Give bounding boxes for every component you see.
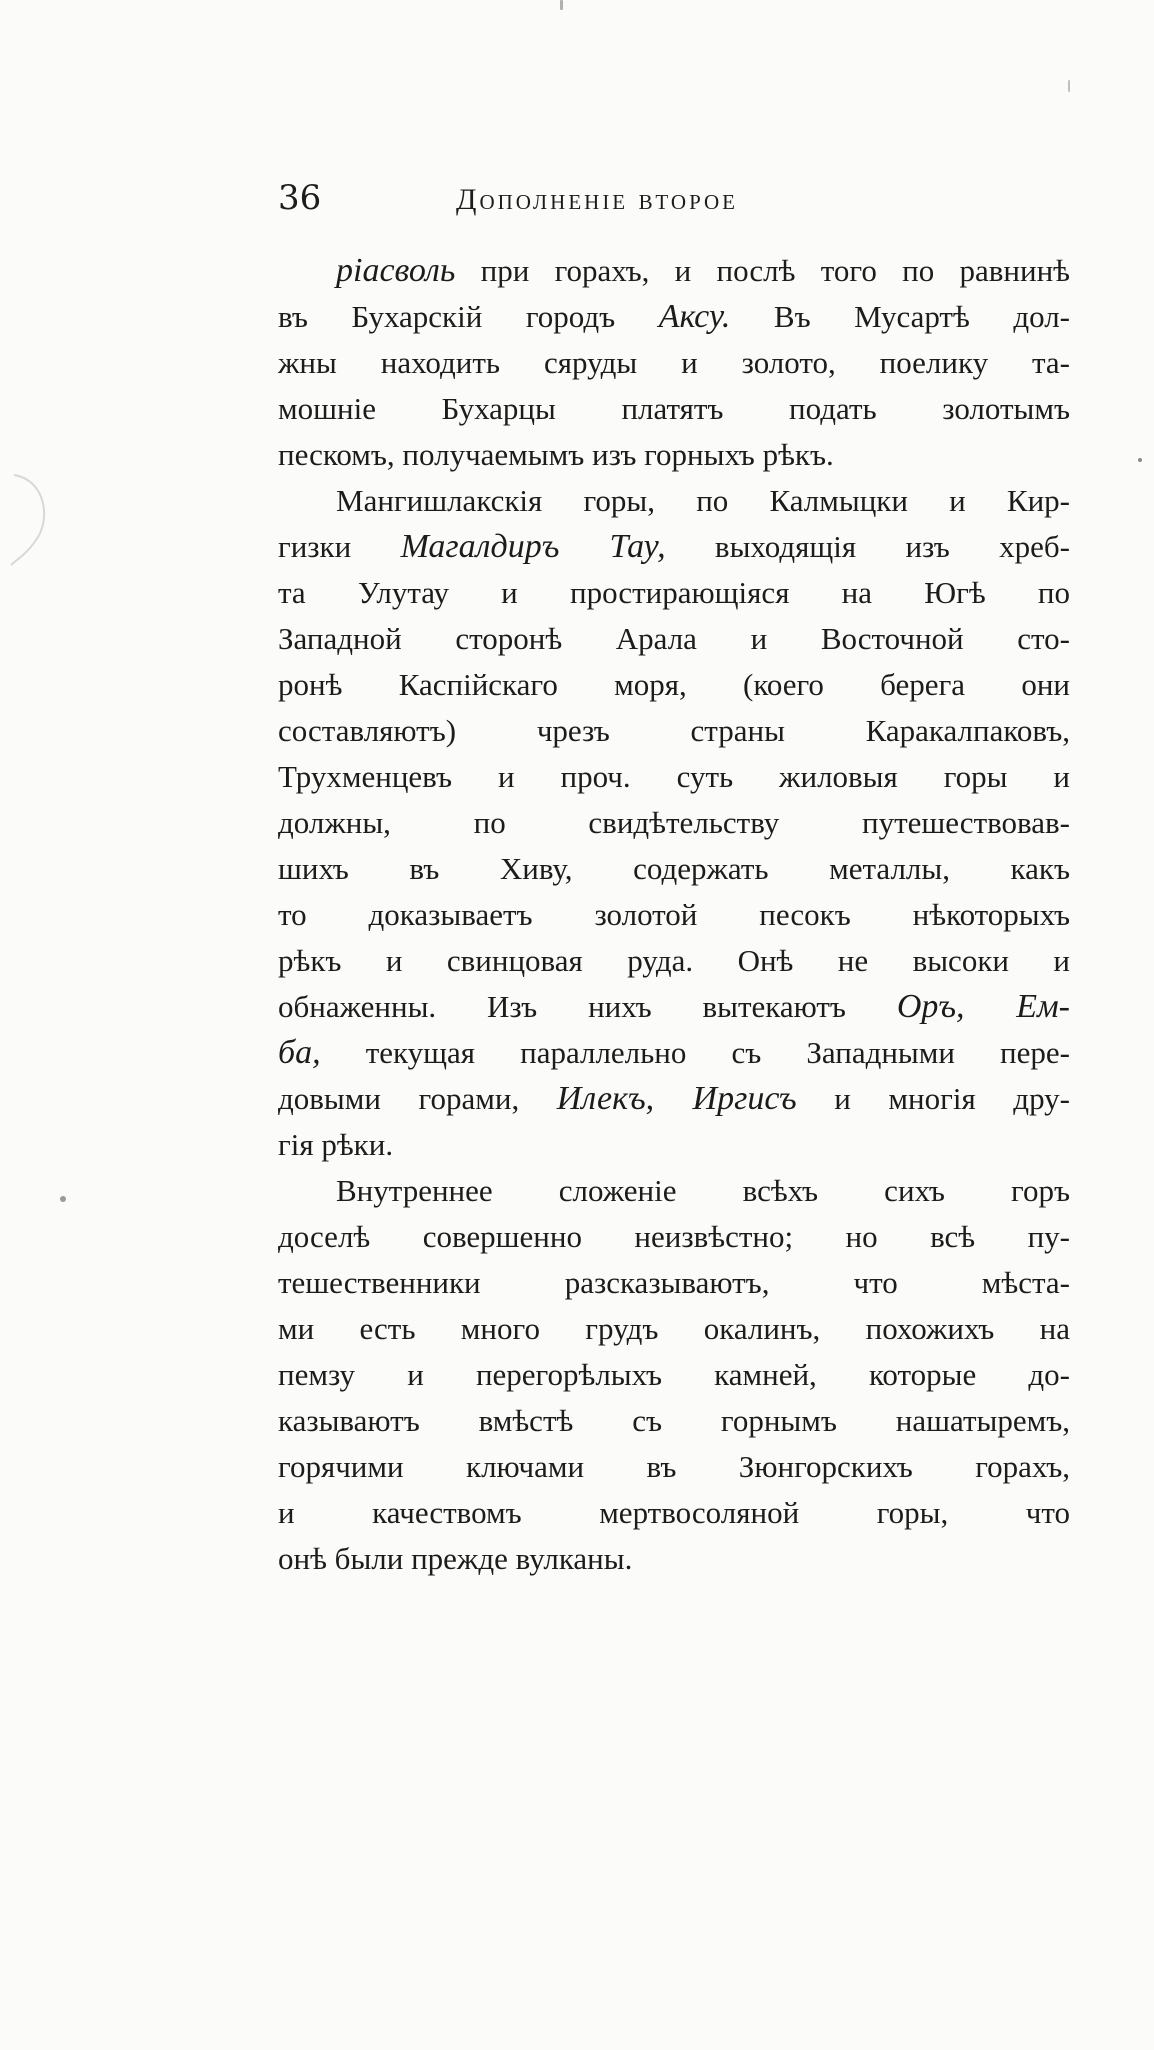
scan-edge-mark [6,470,56,570]
text-line [278,846,1070,892]
text-line [278,1076,1070,1122]
italic-term: Илекъ, Иргисъ [556,1080,797,1117]
text-line [278,1444,1070,1490]
text-line [278,616,1070,662]
scan-speck [1068,80,1070,92]
text-line [278,892,1070,938]
italic-term: Аксу. [658,298,731,335]
text-segment: шихъ въ Хиву, содержать металлы, какъ [278,851,1070,886]
text-line [278,1260,1070,1306]
text-segment: Въ Мусартѣ дол- [730,299,1070,334]
text-line [278,570,1070,616]
text-segment: гизки [278,529,401,564]
text-segment: гія рѣки. [278,1127,394,1162]
text-segment: при горахъ, и послѣ того по равнинѣ [455,253,1070,288]
text-line [278,294,1070,340]
text-segment: должны, по свидѣтельству путешествовав- [278,805,1070,840]
scan-speck [60,1196,66,1202]
text-line [278,386,1070,432]
text-line [278,1306,1070,1352]
text-segment: мошніе Бухарцы платятъ подать золотымъ [278,391,1070,426]
text-segment: пескомъ, получаемымъ изъ горныхъ рѣкъ. [278,437,834,472]
text-line [278,1030,1070,1076]
italic-term: Магалдиръ Тау, [400,528,666,565]
text-segment: то доказываетъ золотой песокъ нѣкоторыхъ [278,897,1070,932]
text-segment: ронѣ Каспійскаго моря, (коего берега они [278,667,1070,702]
page-number: 36 [278,178,322,218]
text-segment: пемзу и перегорѣлыхъ камней, которые до- [278,1357,1070,1392]
text-segment: казываютъ вмѣстѣ съ горнымъ нашатыремъ, [278,1403,1070,1438]
text-segment: ми есть много грудъ окалинъ, похожихъ на [278,1311,1070,1346]
italic-term: Оръ, Ем- [896,988,1070,1025]
text-line [278,340,1070,386]
text-segment: Западной сторонѣ Арала и Восточной сто- [278,621,1070,656]
text-segment: горячими ключами въ Зюнгорскихъ горахъ, [278,1449,1070,1484]
text-line [278,1352,1070,1398]
text-segment: тешественники разсказываютъ, что мѣста- [278,1265,1070,1300]
text-line [278,938,1070,984]
text-segment: составляютъ) чрезъ страны Каракалпаковъ, [278,713,1070,748]
page-header [278,178,898,228]
text-segment: обнаженны. Изъ нихъ вытекаютъ [278,989,897,1024]
text-line [278,1122,1070,1168]
italic-term: ріасволь [336,252,456,289]
text-segment: и качествомъ мертвосоляной горы, что [278,1495,1070,1530]
text-segment: довыми горами, [278,1081,557,1116]
text-segment: рѣкъ и свинцовая руда. Онѣ не высоки и [278,943,1070,978]
text-line [278,432,1070,478]
body-text [278,248,1070,1582]
text-line [278,524,1070,570]
text-segment: въ Бухарскій городъ [278,299,659,334]
text-line [278,1490,1070,1536]
text-line [278,984,1070,1030]
text-segment: текущая параллельно съ Западными пере- [320,1035,1070,1070]
text-line [278,1536,1070,1582]
scan-speck [1138,458,1142,462]
text-segment: жны находить сяруды и золото, поелику та- [278,345,1070,380]
text-segment: доселѣ совершенно неизвѣстно; но всѣ пу- [278,1219,1070,1254]
text-line [278,478,1070,524]
text-line [278,662,1070,708]
text-segment: и многія дру- [796,1081,1070,1116]
text-line [278,248,1070,294]
text-line [278,1398,1070,1444]
text-line [278,754,1070,800]
text-line [278,1214,1070,1260]
text-segment: онѣ были прежде вулканы. [278,1541,633,1576]
text-segment: Трухменцевъ и проч. суть жиловыя горы и [278,759,1070,794]
running-title: Дополненіе второе [456,183,739,216]
text-line [278,800,1070,846]
text-line [278,708,1070,754]
text-segment: Внутреннее сложеніе всѣхъ сихъ горъ [336,1173,1070,1208]
scan-speck [560,0,563,10]
italic-term: ба, [278,1034,321,1071]
text-line [278,1168,1070,1214]
text-segment: Мангишлакскія горы, по Калмыцки и Кир- [336,483,1070,518]
text-segment: выходящія изъ хреб- [665,529,1070,564]
text-segment: та Улутау и простирающіяся на Югѣ по [278,575,1070,610]
